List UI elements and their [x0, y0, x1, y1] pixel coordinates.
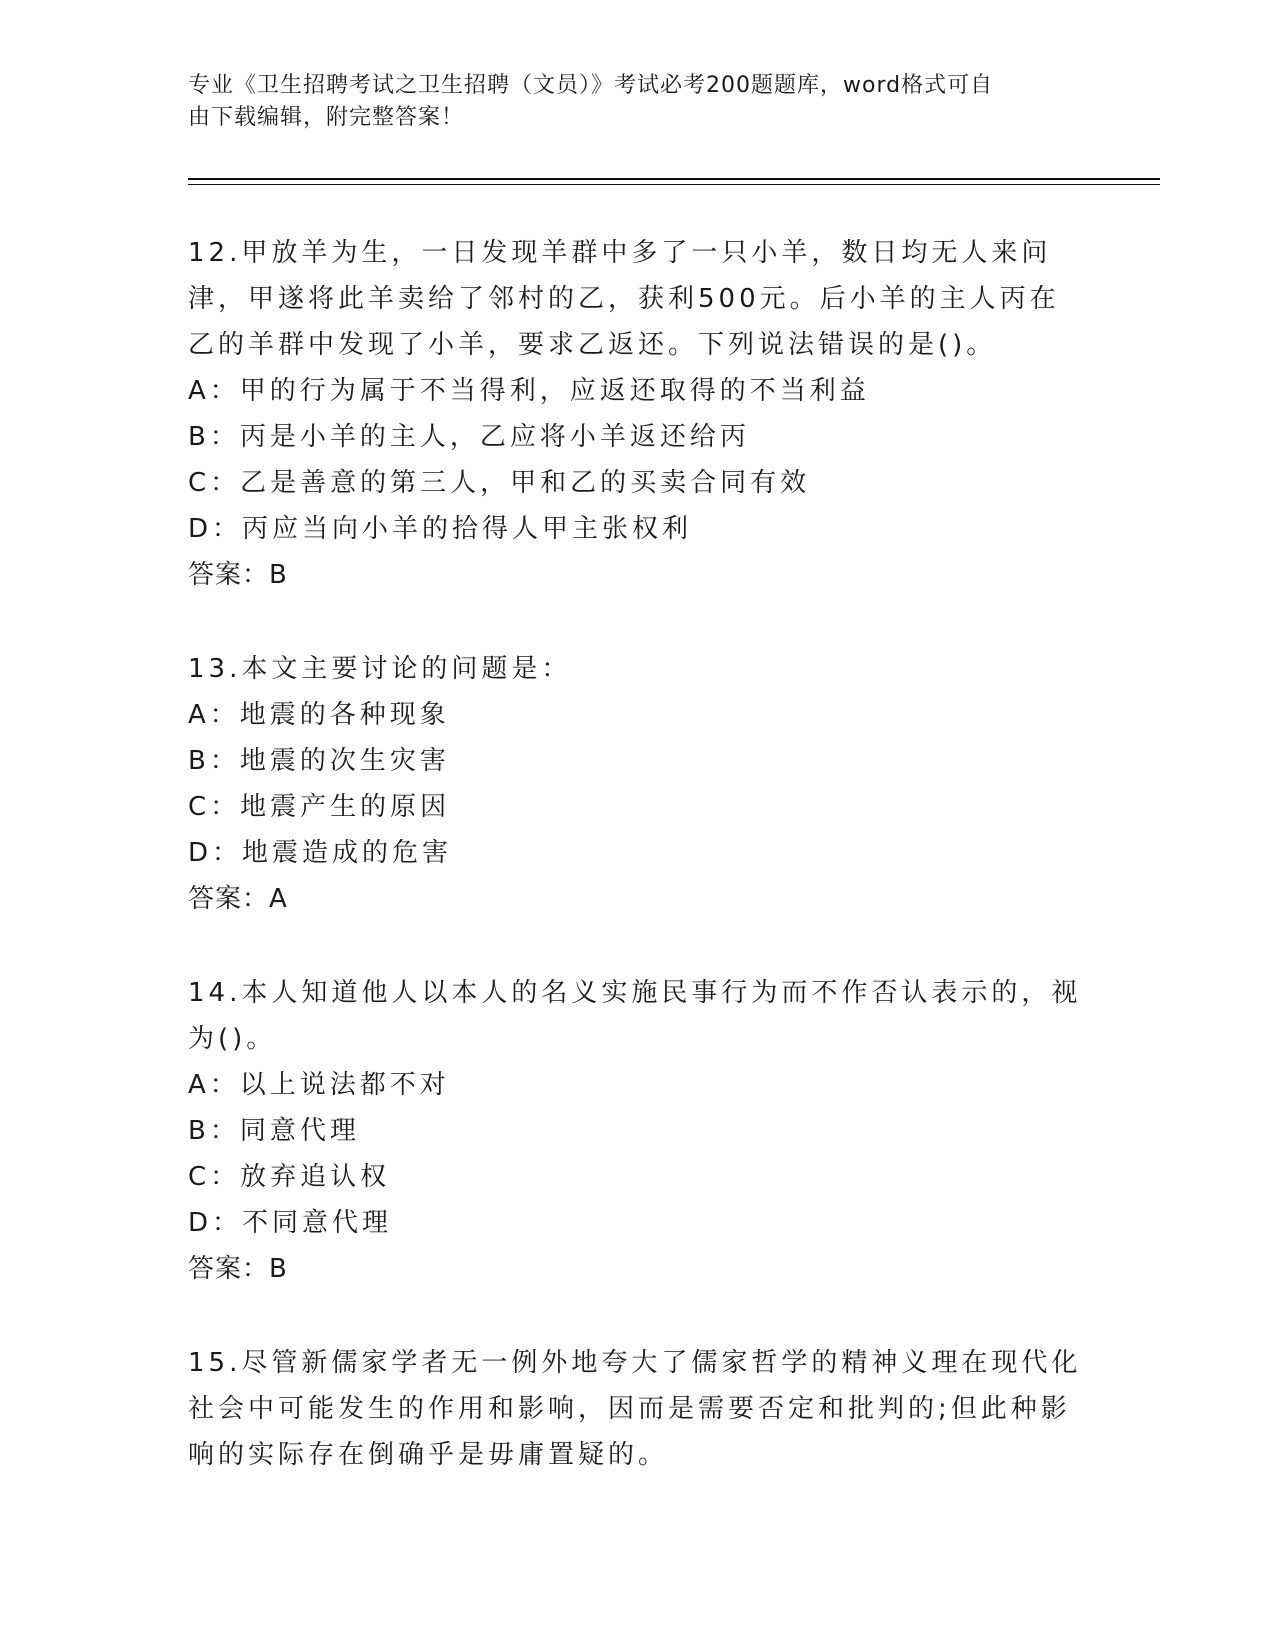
option-b: B：地震的次生灾害: [188, 746, 450, 776]
option-a: A：地震的各种现象: [188, 700, 450, 730]
option-c: C：乙是善意的第三人，甲和乙的买卖合同有效: [188, 468, 811, 498]
question-14: [188, 970, 1088, 1292]
answer-line: 答案：A: [188, 884, 288, 914]
option-c: C：地震产生的原因: [188, 792, 451, 822]
question-stem: 15.尽管新儒家学者无一例外地夸大了儒家哲学的精神义理在现代化社会中可能发生的作用和影响，因而是需要否定和批判的;但此种影响的实际存在倒确乎是毋庸置疑的。: [188, 1348, 1082, 1470]
option-a: A：以上说法都不对: [188, 1070, 450, 1100]
header-line-2: 由下载编辑，附完整答案！: [188, 105, 465, 130]
question-stem: 14.本人知道他人以本人的名义实施民事行为而不作否认表示的，视为()。: [188, 978, 1082, 1054]
question-list: [188, 230, 1088, 1526]
question-13: [188, 646, 1088, 922]
question-12: [188, 230, 1088, 598]
option-b: B：同意代理: [188, 1116, 360, 1146]
header-line-1: 专业《卫生招聘考试之卫生招聘（文员）》考试必考200题题库，word格式可自: [188, 73, 994, 98]
option-a: A：甲的行为属于不当得利，应返还取得的不当利益: [188, 376, 870, 406]
header-divider-thick: [188, 178, 1160, 180]
option-d: D：不同意代理: [188, 1208, 393, 1238]
header-divider-thin: [188, 184, 1160, 185]
option-b: B：丙是小羊的主人，乙应将小羊返还给丙: [188, 422, 750, 452]
question-stem: 12.甲放羊为生，一日发现羊群中多了一只小羊，数日均无人来问津，甲遂将此羊卖给了邻村的乙，获利500元。后小羊的主人丙在乙的羊群中发现了小羊，要求乙返还。下列说法错误的是()。: [188, 238, 1060, 360]
question-15: [188, 1340, 1088, 1478]
option-d: D：丙应当向小羊的拾得人甲主张权利: [188, 514, 693, 544]
document-header: [188, 70, 1068, 134]
question-stem: 13.本文主要讨论的问题是：: [188, 654, 572, 684]
option-d: D：地震造成的危害: [188, 838, 453, 868]
option-c: C：放弃追认权: [188, 1162, 391, 1192]
answer-line: 答案：B: [188, 1254, 288, 1284]
answer-line: 答案：B: [188, 560, 288, 590]
